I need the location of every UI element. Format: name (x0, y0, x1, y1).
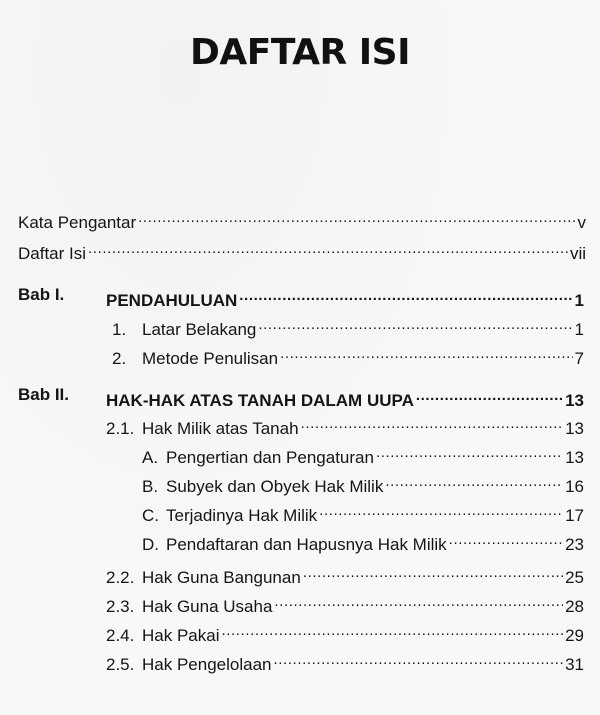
dot-leader (274, 590, 563, 612)
toc-subsection (142, 499, 584, 527)
section-label: Hak Pengelolaan (142, 655, 272, 674)
dot-leader (221, 619, 563, 641)
section-page: 7 (574, 349, 584, 368)
section-number: 2.5. (106, 655, 135, 674)
dot-leader (273, 648, 563, 670)
toc-section (112, 342, 584, 370)
toc-chapter-hak-hak (106, 384, 584, 412)
toc-section (106, 590, 584, 618)
section-number: 2.2. (106, 568, 135, 587)
section-number: 1. (112, 320, 127, 339)
dot-leader (303, 561, 563, 583)
chapter-title: HAK-HAK ATAS TANAH DALAM UUPA (106, 391, 414, 410)
dot-leader (280, 342, 572, 364)
toc-entry-label: Daftar Isi (18, 244, 87, 263)
subsection-letter: A. (142, 448, 159, 467)
section-page: 31 (565, 655, 584, 674)
chapter-page: 1 (574, 291, 584, 310)
toc-entry-page: vii (569, 244, 586, 263)
page-title: DAFTAR ISI (190, 32, 410, 73)
subsection-page: 13 (565, 448, 584, 467)
dot-leader (258, 313, 572, 335)
section-page: 1 (574, 320, 584, 339)
section-page: 28 (565, 597, 584, 616)
section-page: 25 (565, 568, 584, 587)
subsection-label: Pengertian dan Pengaturan (166, 448, 374, 467)
dot-leader (385, 470, 563, 492)
toc-entry-daftar-isi (18, 237, 586, 265)
subsection-page: 17 (565, 506, 584, 525)
toc-entry-label: Kata Pengantar (18, 213, 137, 232)
section-label: Hak Milik atas Tanah (142, 419, 299, 438)
subsection-label: Terjadinya Hak Milik (166, 506, 318, 525)
section-page: 29 (565, 626, 584, 645)
section-label: Hak Guna Usaha (142, 597, 273, 616)
subsection-letter: C. (142, 506, 159, 525)
chapter-number: Bab II. (18, 385, 70, 404)
section-number: 2.1. (106, 419, 135, 438)
section-number: 2.3. (106, 597, 135, 616)
toc-section (106, 619, 584, 647)
dot-leader (301, 412, 564, 434)
subsection-page: 16 (565, 477, 584, 496)
toc-section (106, 412, 584, 440)
section-page: 13 (565, 419, 584, 438)
chapter-page: 13 (565, 391, 584, 410)
dot-leader (416, 384, 563, 406)
dot-leader (319, 499, 563, 521)
chapter-title: PENDAHULUAN (106, 291, 238, 310)
dot-leader (88, 237, 568, 259)
subsection-label: Pendaftaran dan Hapusnya Hak Milik (166, 535, 447, 554)
toc-subsection (142, 528, 584, 556)
section-label: Hak Guna Bangunan (142, 568, 301, 587)
subsection-letter: D. (142, 535, 159, 554)
subsection-page: 23 (565, 535, 584, 554)
toc-section (106, 561, 584, 589)
section-number: 2.4. (106, 626, 135, 645)
chapter-number: Bab I. (18, 285, 65, 304)
toc-entry-kata-pengantar (18, 206, 586, 234)
toc-entry-page: v (577, 213, 586, 232)
subsection-letter: B. (142, 477, 159, 496)
toc-chapter-pendahuluan (106, 284, 584, 312)
toc-subsection (142, 470, 584, 498)
section-label: Latar Belakang (142, 320, 257, 339)
dot-leader (138, 206, 575, 228)
section-label: Metode Penulisan (142, 349, 279, 368)
subsection-label: Subyek dan Obyek Hak Milik (166, 477, 384, 496)
toc-section (112, 313, 584, 341)
section-label: Hak Pakai (142, 626, 220, 645)
dot-leader (239, 284, 572, 306)
toc-section (106, 648, 584, 676)
toc-subsection (142, 441, 584, 469)
dot-leader (376, 441, 563, 463)
section-number: 2. (112, 349, 127, 368)
dot-leader (449, 528, 563, 550)
